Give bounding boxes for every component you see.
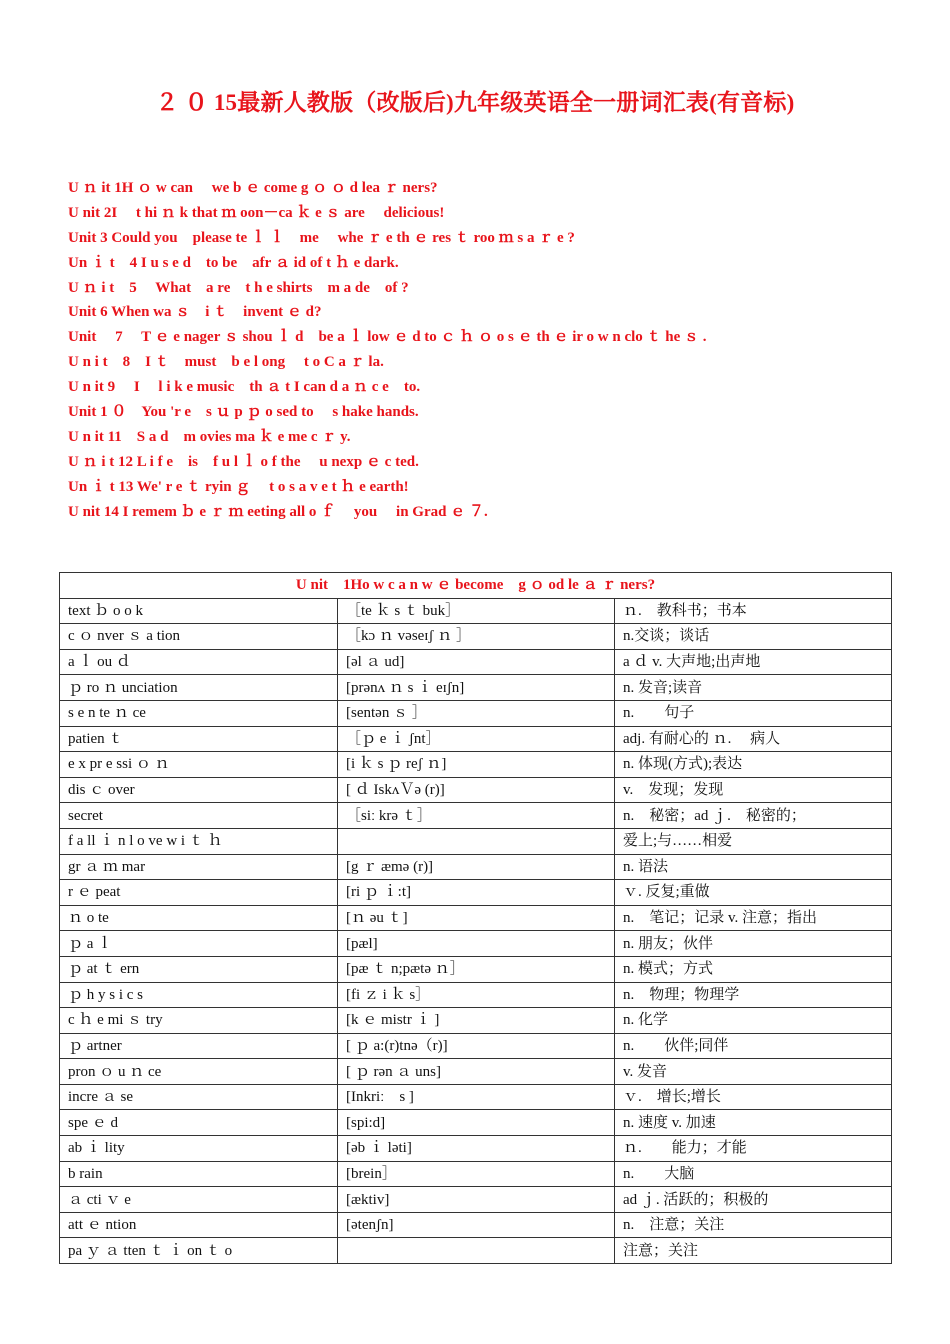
meaning-cell: ｖ. 增长;增长	[615, 1084, 892, 1110]
table-row	[60, 777, 892, 803]
unit-title: U nit 14 I remem ｂ e ｒ ｍ eeting all o ｆ you in Grad ｅ ７.	[68, 503, 488, 520]
phonetic-cell: [spi:d]	[338, 1110, 615, 1136]
meaning-cell: n. 注意；关注	[615, 1212, 892, 1238]
table-row	[60, 649, 892, 675]
meaning-cell: ad ｊ. 活跃的；积极的	[615, 1187, 892, 1213]
phonetic-cell: [pæl]	[338, 931, 615, 957]
table-row	[60, 675, 892, 701]
meaning-cell: n. 速度 v. 加速	[615, 1110, 892, 1136]
phonetic-cell: ［ｐ e ｉ ʃnt］	[338, 726, 615, 752]
phonetic-cell: [fi ｚ i ｋ s］	[338, 982, 615, 1008]
unit-title: Unit 3 Could you please te ｌ ｌ me whe ｒ e th ｅ res ｔ roo ｍ s a ｒ e ?	[68, 229, 575, 246]
word-cell: ｐ at ｔ ern	[60, 956, 338, 982]
meaning-cell: n.交谈；谈话	[615, 624, 892, 650]
phonetic-cell: ［te ｋ s ｔ buk］	[338, 598, 615, 624]
meaning-cell: adj. 有耐心的 ｎ. 病人	[615, 726, 892, 752]
meaning-cell: 爱上;与……相爱	[615, 828, 892, 854]
table-row	[60, 905, 892, 931]
word-cell: incre ａ se	[60, 1084, 338, 1110]
unit-title: Unit 7 T ｅ e nager ｓ shou ｌ d be a ｌ low ｅ d to ｃ ｈ ｏ o s ｅ th ｅ ir o w n clo ｔ he ｓ .	[68, 329, 707, 346]
word-cell: ｐ ro ｎ unciation	[60, 675, 338, 701]
meaning-cell: n. 句子	[615, 700, 892, 726]
phonetic-cell: [əl ａ ud]	[338, 649, 615, 675]
unit-title: Un ｉ t 4 I u s e d to be afr ａ id of t ｈ e dark.	[68, 254, 399, 271]
word-cell: ab ｉ lity	[60, 1136, 338, 1162]
phonetic-cell: [brein］	[338, 1161, 615, 1187]
word-cell: c ｈ e mi ｓ try	[60, 1008, 338, 1034]
table-row	[60, 880, 892, 906]
table-row	[60, 1084, 892, 1110]
word-cell: secret	[60, 803, 338, 829]
phonetic-cell: [k ｅ mistr ｉ ]	[338, 1008, 615, 1034]
unit-title: U ｎ i t 12 L i f e is f u l ｌ o f the u nexp ｅ c ted.	[68, 453, 419, 470]
unit-title: U ｎ it 1H ｏ w can we b ｅ come g ｏ ｏ d lea ｒ ners?	[68, 180, 438, 196]
word-cell: spe ｅ d	[60, 1110, 338, 1136]
table-row	[60, 752, 892, 778]
word-cell: ｐ h y s i c s	[60, 982, 338, 1008]
phonetic-cell: [prənʌ ｎ s ｉ eɪʃn]	[338, 675, 615, 701]
meaning-cell: n. 模式；方式	[615, 956, 892, 982]
phonetic-cell: ［siː krə ｔ］	[338, 803, 615, 829]
phonetic-cell	[338, 828, 615, 854]
meaning-cell: n. 化学	[615, 1008, 892, 1034]
word-cell: r ｅ peat	[60, 880, 338, 906]
meaning-cell: n. 语法	[615, 854, 892, 880]
phonetic-cell: [ ｐ a:(r)tnə（r)]	[338, 1033, 615, 1059]
table-row	[60, 828, 892, 854]
word-cell: gr ａ ｍ mar	[60, 854, 338, 880]
meaning-cell: n. 物理；物理学	[615, 982, 892, 1008]
meaning-cell: 注意；关注	[615, 1238, 892, 1264]
table-row	[60, 598, 892, 624]
unit-title: U nit 2I t hi ｎ k that ｍ oon－ca ｋ e ｓ are delicious!	[68, 204, 445, 221]
meaning-cell: n. 大脑	[615, 1161, 892, 1187]
word-cell: a ｌ ou ｄ	[60, 649, 338, 675]
meaning-cell: ｎ. 能力；才能	[615, 1136, 892, 1162]
table-row	[60, 1008, 892, 1034]
phonetic-cell: [sentən ｓ ］	[338, 700, 615, 726]
table-row	[60, 982, 892, 1008]
meaning-cell: n. 笔记；记录 v. 注意；指出	[615, 905, 892, 931]
vocabulary-rows	[60, 598, 892, 1263]
unit-title: U n it 11 S a d m ovies ma ｋ e me c ｒ y.	[68, 428, 351, 445]
unit-title: Un ｉ t 13 We' r e ｔ ryin ｇ t o s a v e t ｈ e earth!	[68, 478, 409, 495]
table-row	[60, 1110, 892, 1136]
phonetic-cell: ［kɔ ｎ vəseɪʃ ｎ ］	[338, 624, 615, 650]
table-row	[60, 1059, 892, 1085]
table-row	[60, 1033, 892, 1059]
meaning-cell: n. 朋友；伙伴	[615, 931, 892, 957]
table-row	[60, 624, 892, 650]
phonetic-cell: [əb ｉ ləti]	[338, 1136, 615, 1162]
meaning-cell: a ｄ v. 大声地;出声地	[615, 649, 892, 675]
unit-title: Unit 1 ０ You 'r e s ｕ p ｐ o sed to s hake hands.	[68, 404, 419, 421]
meaning-cell: v. 发现；发现	[615, 777, 892, 803]
phonetic-cell: [pæ ｔ n;pætə ｎ］	[338, 956, 615, 982]
phonetic-cell: [ətenʃn]	[338, 1212, 615, 1238]
word-cell: ｐ artner	[60, 1033, 338, 1059]
phonetic-cell: [ri ｐ ｉ:t]	[338, 880, 615, 906]
table-row	[60, 1212, 892, 1238]
meaning-cell: ｎ. 教科书；书本	[615, 598, 892, 624]
phonetic-cell: [ｎ əu ｔ]	[338, 905, 615, 931]
unit-title: U ｎ i t 5 What a re t h e shirts m a de of ?	[68, 279, 409, 296]
phonetic-cell: [i ｋ s ｐ reʃ ｎ]	[338, 752, 615, 778]
meaning-cell: n. 体现(方式);表达	[615, 752, 892, 778]
word-cell: s e n te ｎ ce	[60, 700, 338, 726]
meaning-cell: n. 秘密；ad ｊ. 秘密的；	[615, 803, 892, 829]
unit-title: U n it 9 I l i k e music th ａ t I can d a ｎ c e to.	[68, 379, 421, 396]
unit-list	[68, 176, 888, 524]
meaning-cell: n. 发音;读音	[615, 675, 892, 701]
word-cell: c ｏ nver ｓ a tion	[60, 624, 338, 650]
word-cell: text ｂ o o k	[60, 598, 338, 624]
page-title: ２ ０ 15最新人教版（改版后)九年级英语全一册词汇表(有音标)	[155, 90, 795, 115]
word-cell: e x pr e ssi ｏ ｎ	[60, 752, 338, 778]
table-row	[60, 726, 892, 752]
phonetic-cell: [ ｄ IskʌＶə (r)]	[338, 777, 615, 803]
table-row	[60, 1187, 892, 1213]
word-cell: ａ cti ｖ e	[60, 1187, 338, 1213]
table-row	[60, 1238, 892, 1264]
table-header-row	[60, 573, 892, 599]
unit-title: U n i t 8 I ｔ must b e l ong t o C a ｒ la.	[68, 354, 384, 371]
word-cell: patien ｔ	[60, 726, 338, 752]
table-row	[60, 1161, 892, 1187]
table-row	[60, 803, 892, 829]
word-cell: b rain	[60, 1161, 338, 1187]
meaning-cell: v. 发音	[615, 1059, 892, 1085]
table-row	[60, 1136, 892, 1162]
vocabulary-table	[59, 572, 892, 1264]
phonetic-cell: [ ｐ rən ａ uns]	[338, 1059, 615, 1085]
table-unit-header: U nit 1Ho w c a n w ｅ become g ｏ od le ａ ｒ ners?	[60, 573, 892, 599]
meaning-cell: ｖ. 反复;重做	[615, 880, 892, 906]
word-cell: ｎ o te	[60, 905, 338, 931]
table-row	[60, 700, 892, 726]
phonetic-cell: [æktiv]	[338, 1187, 615, 1213]
table-row	[60, 854, 892, 880]
word-cell: dis ｃ over	[60, 777, 338, 803]
phonetic-cell: [g ｒ æmə (r)]	[338, 854, 615, 880]
word-cell: f a ll ｉ n l o ve w i ｔ ｈ	[60, 828, 338, 854]
word-cell: pa ｙ ａ tten ｔ ｉ on ｔ o	[60, 1238, 338, 1264]
word-cell: pron ｏ u ｎ ce	[60, 1059, 338, 1085]
word-cell: att ｅ ntion	[60, 1212, 338, 1238]
phonetic-cell: [Inkriː s ]	[338, 1084, 615, 1110]
word-cell: ｐ a ｌ	[60, 931, 338, 957]
phonetic-cell	[338, 1238, 615, 1264]
table-row	[60, 956, 892, 982]
table-row	[60, 931, 892, 957]
unit-title: Unit 6 When wa ｓ i ｔ invent ｅ d?	[68, 304, 322, 321]
meaning-cell: n. 伙伴;同伴	[615, 1033, 892, 1059]
